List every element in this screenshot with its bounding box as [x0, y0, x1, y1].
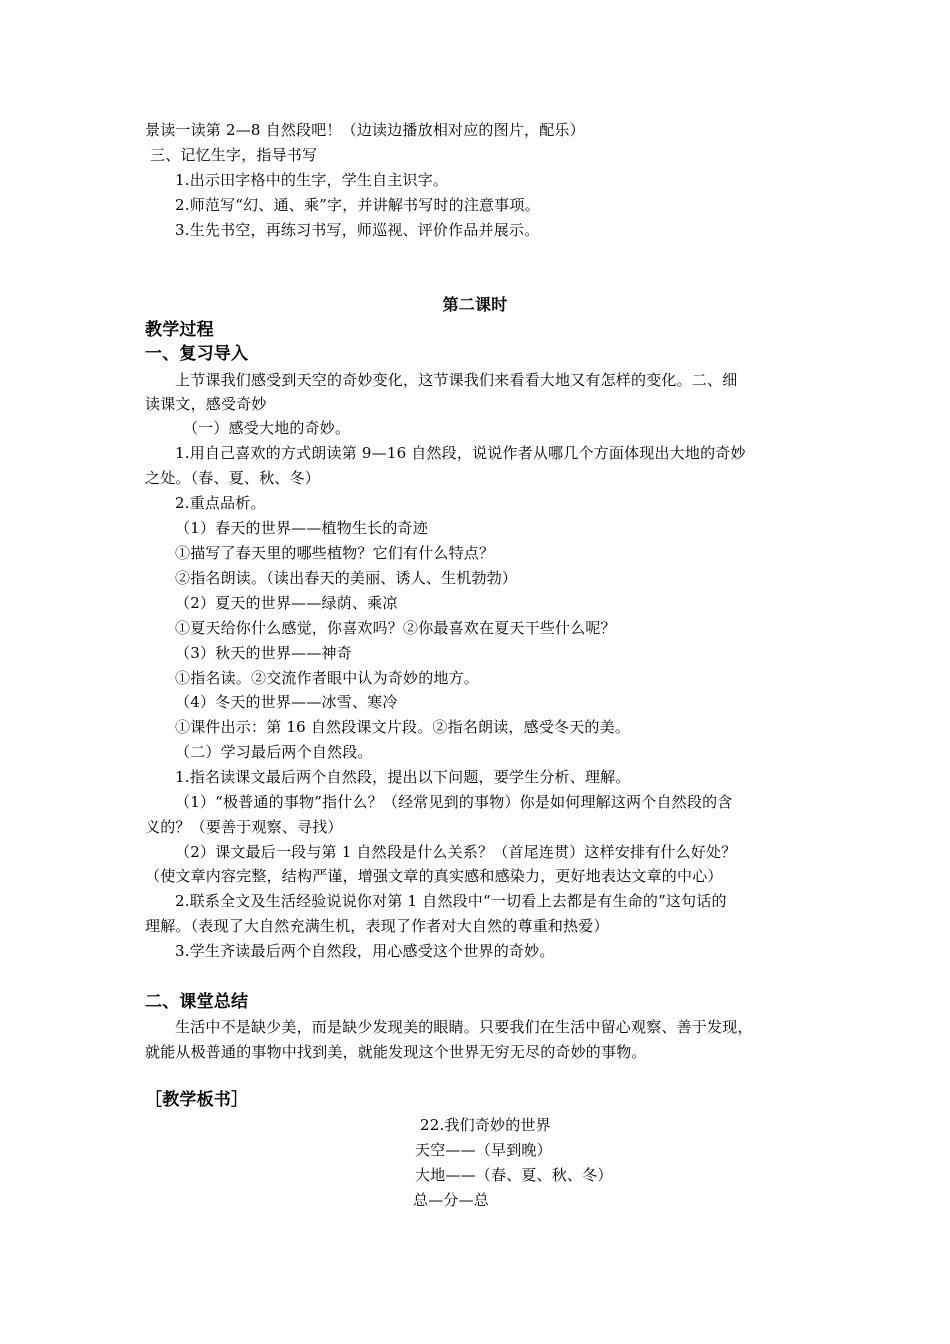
text-line: 2.重点品析。: [175, 494, 266, 512]
text-line: 1.用自己喜欢的方式朗读第 9—16 自然段，说说作者从哪几个方面体现出大地的奇妙: [175, 444, 746, 462]
text-line: （1）“极普通的事物”指什么？（经常见到的事物）你是如何理解这两个自然段的含: [175, 793, 733, 811]
list-item: 3.生先书空，再练习书写，师巡视、评价作品并展示。: [175, 221, 540, 239]
paragraph-line: 生活中不是缺少美，而是缺少发现美的眼睛。只要我们在生活中留心观察、善于发现，: [175, 1018, 753, 1036]
list-item: 2.师范写“幻、通、乘”字，并讲解书写时的注意事项。: [175, 196, 540, 214]
review-heading: 一、复习导入: [145, 344, 249, 364]
summary-heading: 二、课堂总结: [145, 992, 249, 1012]
text-line: ①指名读。②交流作者眼中认为奇妙的地方。: [175, 669, 480, 687]
text-line: （2）夏天的世界——绿荫、乘凉: [175, 594, 398, 612]
list-item: 1.出示田字格中的生字，学生自主识字。: [175, 171, 449, 189]
text-line: （二）学习最后两个自然段。: [175, 743, 373, 761]
text-line: （3）秋天的世界——神奇: [175, 644, 352, 662]
paragraph-line: 读课文，感受奇妙: [145, 395, 267, 413]
process-heading: 教学过程: [145, 320, 214, 340]
board-line: 总—分—总: [413, 1191, 490, 1209]
board-title: 22.我们奇妙的世界: [420, 1116, 551, 1134]
text-line: （使文章内容完整，结构严谨，增强文章的真实感和感染力，更好地表达文章的中心）: [145, 867, 723, 885]
text-line: ①夏天给你什么感觉，你喜欢吗？②你最喜欢在夏天干些什么呢？: [175, 619, 616, 637]
paragraph-line: 就能从极普通的事物中找到美，就能发现这个世界无穷无尽的奇妙的事物。: [145, 1043, 647, 1061]
text-line: ①描写了春天里的哪些植物？它们有什么特点？: [175, 544, 495, 562]
text-line: 义的？（要善于观察、寻找）: [145, 818, 343, 836]
text-line: 理解。（表现了大自然充满生机，表现了作者对大自然的尊重和热爱）: [145, 917, 609, 935]
board-line: 天空——（早到晚）: [415, 1141, 552, 1159]
section-heading: 三、记忆生字，指导书写: [150, 146, 318, 164]
paragraph-line: 上节课我们感受到天空的奇妙变化，这节课我们来看看大地又有怎样的变化。二、细: [175, 371, 738, 389]
text-line: 之处。（春、夏、秋、冬）: [145, 469, 320, 487]
text-line: （一）感受大地的奇妙。: [183, 419, 351, 437]
text-line: 1.指名读课文最后两个自然段，提出以下问题，要学生分析、理解。: [175, 768, 631, 786]
text-line: （1）春天的世界——植物生长的奇迹: [175, 519, 428, 537]
lesson-title: 第二课时: [442, 295, 508, 314]
text-line: ②指名朗读。（读出春天的美丽、诱人、生机勃勃）: [175, 569, 518, 587]
board-heading: ［教学板书］: [145, 1090, 249, 1110]
text-line: 3.学生齐读最后两个自然段，用心感受这个世界的奇妙。: [175, 942, 555, 960]
text-line: ①课件出示：第 16 自然段课文片段。②指名朗读，感受冬天的美。: [175, 718, 631, 736]
text-line: 景读一读第 2—8 自然段吧！（边读边播放相对应的图片，配乐）: [145, 121, 585, 139]
text-line: （2）课文最后一段与第 1 自然段是什么关系？（首尾连贯）这样安排有什么好处？: [175, 843, 737, 861]
board-line: 大地——（春、夏、秋、冬）: [415, 1166, 613, 1184]
text-line: 2.联系全文及生活经验说说你对第 1 自然段中“一切看上去都是有生命的”这句话的: [175, 892, 727, 910]
text-line: （4）冬天的世界——冰雪、寒冷: [175, 693, 398, 711]
